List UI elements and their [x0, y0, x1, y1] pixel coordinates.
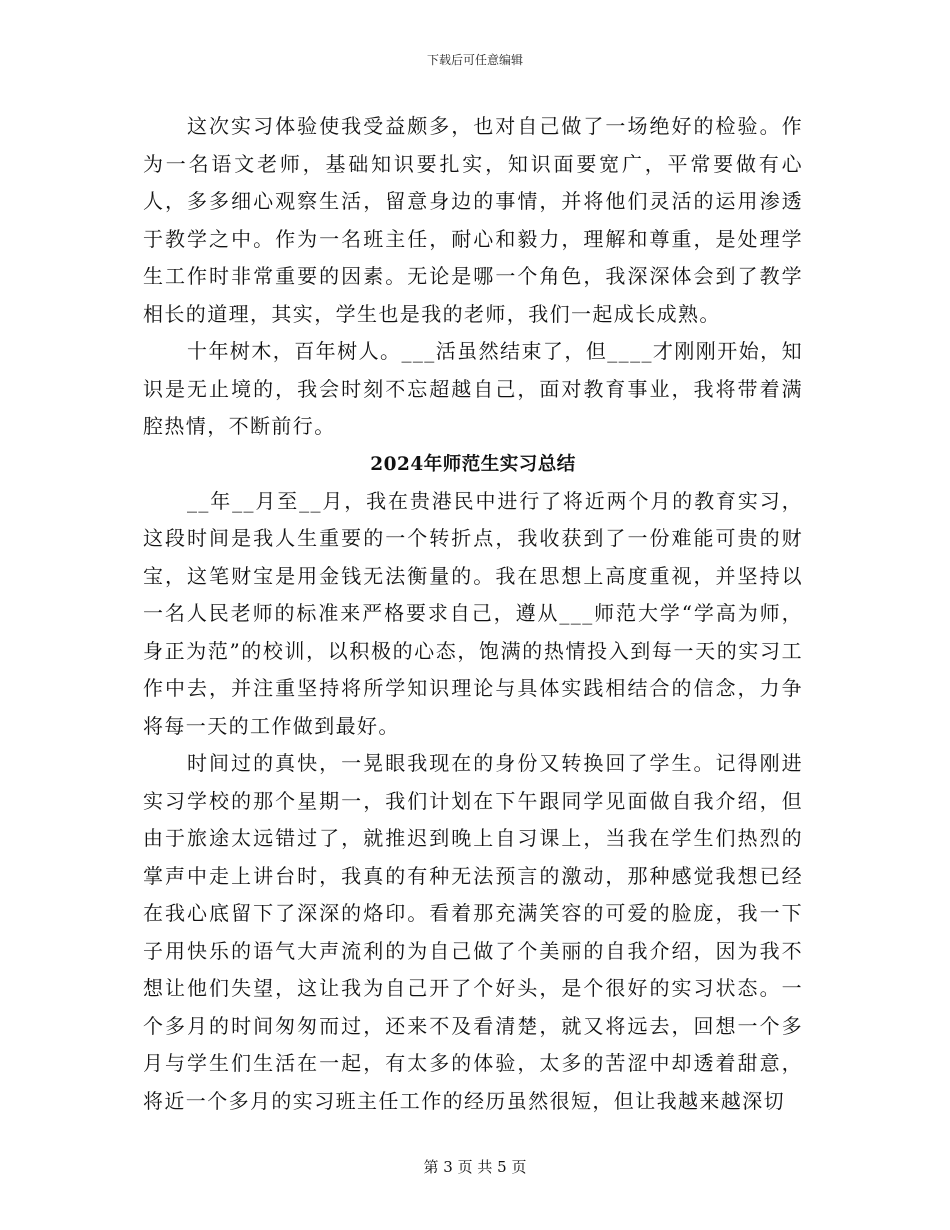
- paragraph-reflection: 这次实习体验使我受益颇多，也对自己做了一场绝好的检验。作为一名语文老师，基础知识要扎实，知识面要宽广，平常要做有心人，多多细心观察生活，留意身边的事情，并将他们灵活的运用渗透于教学之中。作为一名班主任，耐心和毅力，理解和尊重，是处理学生工作时非常重要的因素。无论是哪一个角色，我深深体会到了教学相长的道理，其实，学生也是我的老师，我们一起成长成熟。: [143, 114, 803, 326]
- section-title: 2024年师范生实习总结: [370, 453, 576, 475]
- paragraph-conclusion: 十年树木，百年树人。___活虽然结束了，但____才刚刚开始，知识是无止境的，我会时刻不忘超越自己，面对教育事业，我将带着满腔热情，不断前行。: [143, 339, 803, 438]
- page-number: 第 3 页 共 5 页: [423, 1158, 527, 1176]
- document-body: [143, 108, 803, 1120]
- page-header-note: 下载后可任意编辑: [426, 53, 523, 67]
- paragraph-internship-intro: __年__月至__月，我在贵港民中进行了将近两个月的教育实习，这段时间是我人生重要的一个转折点，我收获到了一份难能可贵的财宝，这笔财宝是用金钱无法衡量的。我在思想上高度重视，并坚持以一名人民老师的标准来严格要求自己，遵从___师范大学“学高为师，身正为范”的校训，以积极的心态，饱满的热情投入到每一天的实习工作中去，并注重坚持将所学知识理论与具体实践相结合的信念，力争将每一天的工作做到最好。: [143, 488, 803, 738]
- paragraph-internship-memory: 时间过的真快，一晃眼我现在的身份又转换回了学生。记得刚进实习学校的那个星期一，我们计划在下午跟同学见面做自我介绍，但由于旅途太远错过了，就推迟到晚上自习课上，当我在学生们热烈的掌声中走上讲台时，我真的有种无法预言的激动，那种感觉我想已经在我心底留下了深深的烙印。看着那充满笑容的可爱的脸庞，我一下子用快乐的语气大声流利的为自己做了个美丽的自我介绍，因为我不想让他们失望，这让我为自己开了个好头，是个很好的实习状态。一个多月的时间匆匆而过，还来不及看清楚，就又将远去，回想一个多月与学生们生活在一起，有太多的体验，太多的苦涩中却透着甜意，将近一个多月的实习班主任工作的经历虽然很短，但让我越来越深切: [143, 751, 803, 1113]
